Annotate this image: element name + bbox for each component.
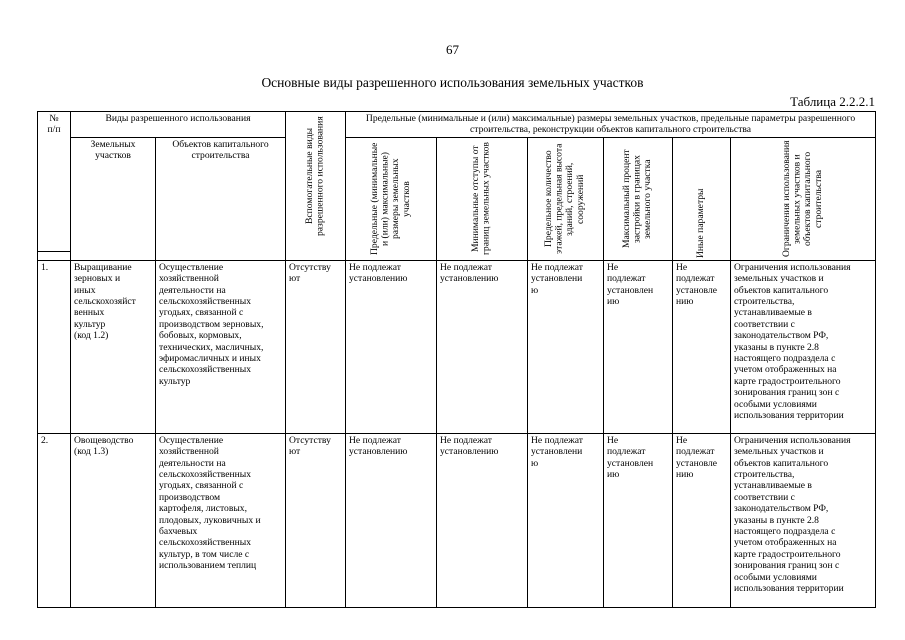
header-num: № п/п	[38, 112, 71, 252]
row-plot-sizes: Не подлежат установлению	[346, 433, 437, 607]
row-restrictions: Ограничения использования земельных участков и объектов капитального строительства, устанавливаемые в соответствии с законодательством РФ, указаны в пункте 2.8 настоящего подраздела с учетом отображенных на карте градостроительного зонирования границ зон с особыми условиями использования территории	[731, 433, 876, 607]
header-restrictions-text: Ограничения использования земельных участков и объектов капитального строительства	[780, 140, 824, 258]
row-land-plots: Выращивание зерновых и иных сельскохозяйст венных культур (код 1.2)	[71, 260, 156, 433]
row-floors-height: Не подлежат установлени ю	[528, 433, 604, 607]
header-num-blank	[38, 252, 71, 260]
header-capital-objects: Объектов капитального строительства	[156, 137, 286, 260]
table-label: Таблица 2.2.2.1	[790, 94, 875, 109]
header-plot-sizes-text: Предельные (минимальные и (или) максимальные) размеры земельных участков	[368, 142, 412, 256]
table-row	[38, 260, 876, 433]
header-kinds-of-use: Виды разрешенного использования	[71, 112, 286, 138]
header-other	[673, 137, 731, 260]
row-capital-objects: Осуществление хозяйственной деятельности на сельскохозяйственных угодьях, связанной с производством картофеля, листовых, плодовых, луковичных и бахчевых сельскохозяйственных культур, в том числе с использованием теплиц	[156, 433, 286, 607]
header-floors-height-text: Предельное количество этажей, предельная высота зданий, строений, сооружений	[543, 143, 587, 255]
row-coverage: Не подлежат установлен ию	[604, 260, 673, 433]
document-title: Основные виды разрешенного использования земельных участков	[261, 75, 644, 90]
row-auxiliary: Отсутству ют	[286, 260, 346, 433]
row-other: Не подлежат установле нию	[673, 260, 731, 433]
row-land-plots: Овощеводство (код 1.3)	[71, 433, 156, 607]
header-coverage-text: Максимальный процент застройки в границах земельного участка	[621, 149, 654, 249]
header-coverage	[604, 137, 673, 260]
row-restrictions: Ограничения использования земельных участков и объектов капитального строительства, устанавливаемые в соответствии с законодательством РФ, указаны в пункте 2.8 настоящего подраздела с учетом отображенных на карте градостроительного зонирования границ зон с особыми условиями использования территории	[731, 260, 876, 433]
header-auxiliary-text: Вспомогательные виды разрешенного использования	[303, 116, 326, 236]
row-capital-objects: Осуществление хозяйственной деятельности на сельскохозяйственных угодьях, связанной с производством зерновых, бобовых, кормовых, технических, масличных, эфиромасличных и иных сельскохозяйственных культур	[156, 260, 286, 433]
row-coverage: Не подлежат установлен ию	[604, 433, 673, 607]
header-auxiliary	[286, 112, 346, 261]
row-setbacks: Не подлежат установлению	[437, 433, 528, 607]
row-floors-height: Не подлежат установлени ю	[528, 260, 604, 433]
header-plot-sizes	[346, 137, 437, 260]
table-row	[38, 433, 876, 607]
row-other: Не подлежат установле нию	[673, 433, 731, 607]
row-auxiliary: Отсутству ют	[286, 433, 346, 607]
header-floors-height	[528, 137, 604, 260]
row-setbacks: Не подлежат установлению	[437, 260, 528, 433]
header-other-text: Иные параметры	[695, 188, 707, 258]
header-setbacks	[437, 137, 528, 260]
row-num: 1.	[38, 260, 71, 433]
header-limits-group: Предельные (минимальные и (или) максимальные) размеры земельных участков, предельные параметры разрешенного строительства, реконструкции объектов капитального строительства	[346, 112, 876, 138]
header-land-plots: Земельных участков	[71, 137, 156, 260]
row-num: 2.	[38, 433, 71, 607]
header-setbacks-text: Минимальные отступы от границ земельных участков	[470, 142, 492, 256]
page-number: 67	[446, 42, 459, 57]
land-use-table	[37, 111, 876, 608]
header-restrictions	[731, 137, 876, 260]
row-plot-sizes: Не подлежат установлению	[346, 260, 437, 433]
